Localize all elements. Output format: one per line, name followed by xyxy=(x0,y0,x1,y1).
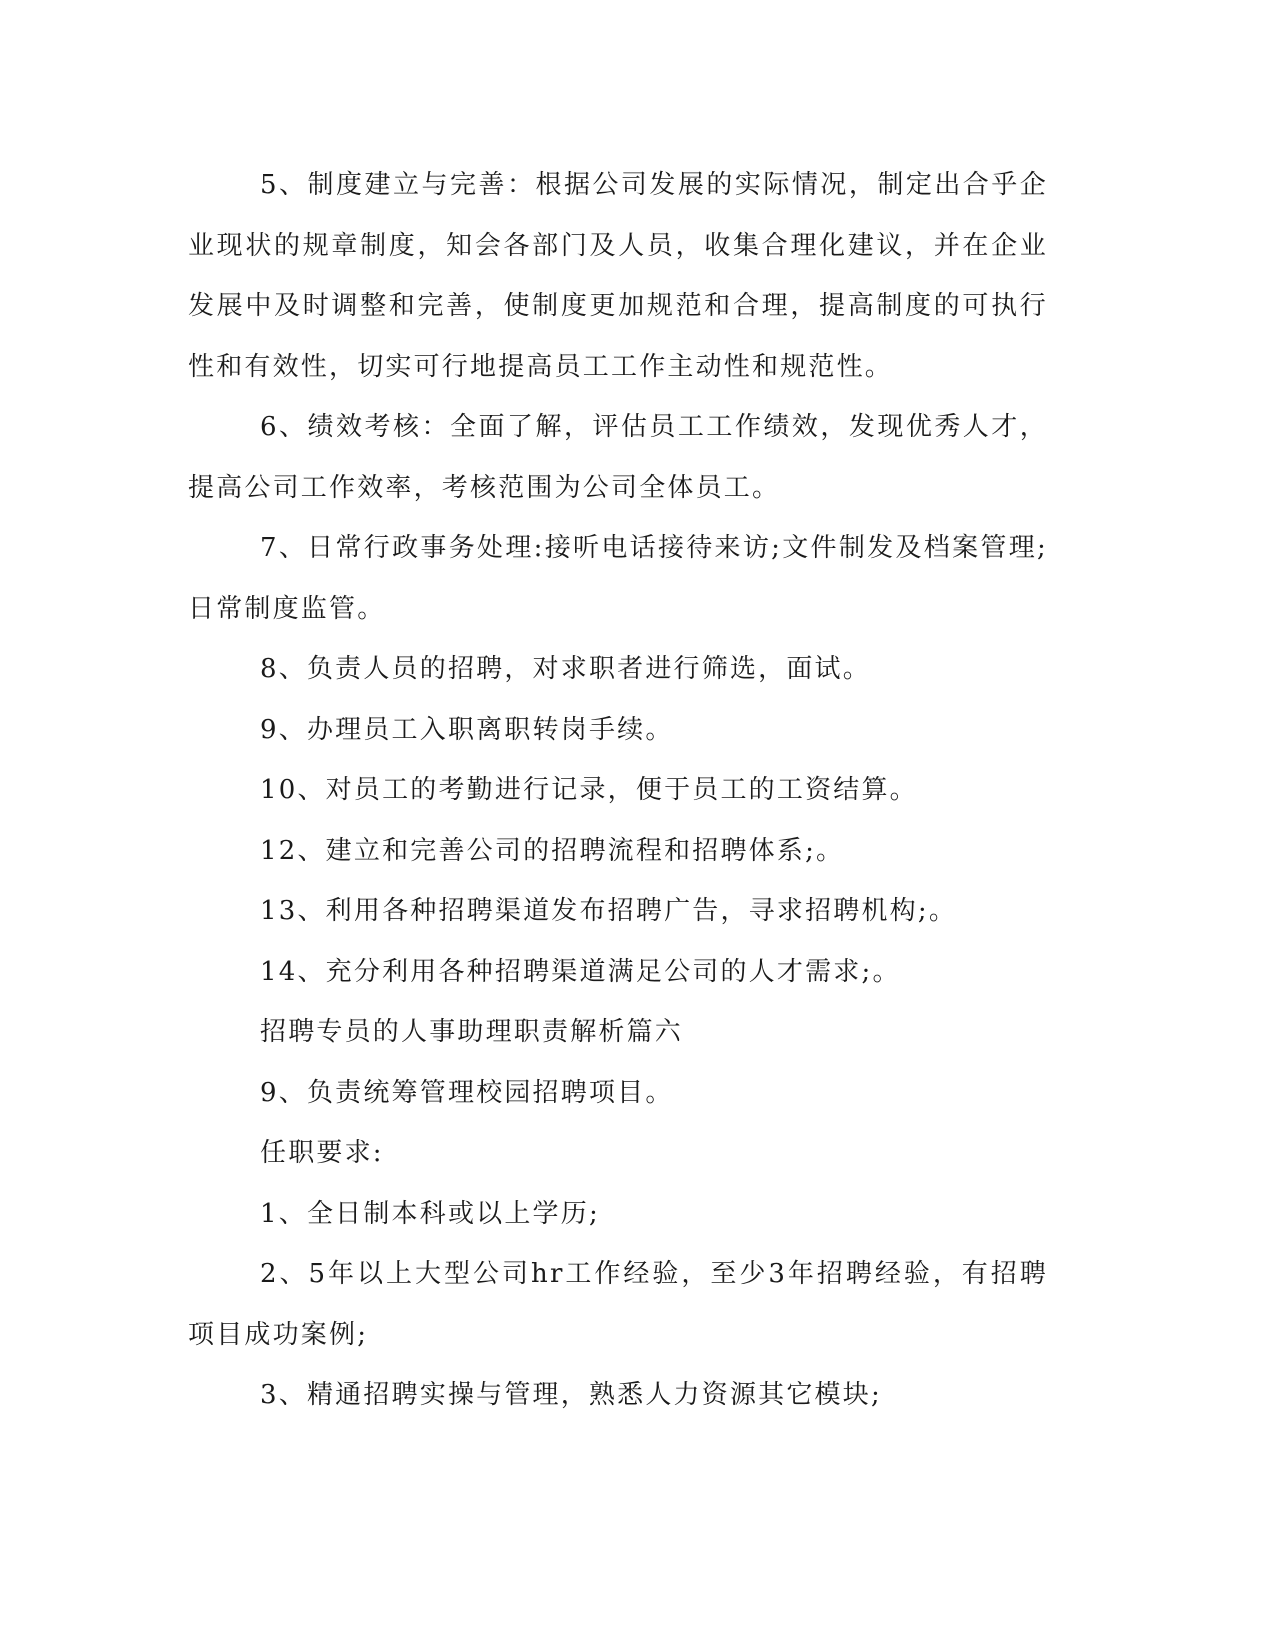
paragraph-item-8: 8、负责人员的招聘，对求职者进行筛选，面试。 xyxy=(260,654,871,684)
requirement-item-3: 3、精通招聘实操与管理，熟悉人力资源其它模块; xyxy=(260,1380,882,1410)
paragraph-item-6: 6、绩效考核：全面了解，评估员工工作绩效，发现优秀人才，提高公司工作效率，考核范围为公司全体员工。 xyxy=(188,412,1048,503)
requirement-item-1: 1、全日制本科或以上学历; xyxy=(260,1198,600,1229)
paragraph-item-9: 9、办理员工入职离职转岗手续。 xyxy=(260,714,674,745)
paragraph-item-12: 12、建立和完善公司的招聘流程和招聘体系;。 xyxy=(260,835,845,866)
paragraph-item-7: 7、日常行政事务处理:接听电话接待来访;文件制发及档案管理;日常制度监管。 xyxy=(188,533,1048,624)
paragraph-item-campus: 9、负责统筹管理校园招聘项目。 xyxy=(260,1077,674,1108)
paragraph-item-5: 5、制度建立与完善：根据公司发展的实际情况，制定出合乎企业现状的规章制度，知会各部门及人员，收集合理化建议，并在企业发展中及时调整和完善，使制度更加规范和合理，提高制度的可执行性和有效性，切实可行地提高员工工作主动性和规范性。 xyxy=(188,170,1048,382)
paragraph-item-10: 10、对员工的考勤进行记录，便于员工的工资结算。 xyxy=(260,775,918,805)
requirement-item-2: 2、5年以上大型公司hr工作经验，至少3年招聘经验，有招聘项目成功案例; xyxy=(188,1259,1048,1350)
paragraph-item-13: 13、利用各种招聘渠道发布招聘广告，寻求招聘机构;。 xyxy=(260,896,958,926)
document-body xyxy=(188,155,1048,1426)
requirements-heading: 任职要求: xyxy=(260,1138,384,1168)
paragraph-item-14: 14、充分利用各种招聘渠道满足公司的人才需求;。 xyxy=(260,956,901,987)
section-heading: 招聘专员的人事助理职责解析篇六 xyxy=(260,1017,684,1047)
